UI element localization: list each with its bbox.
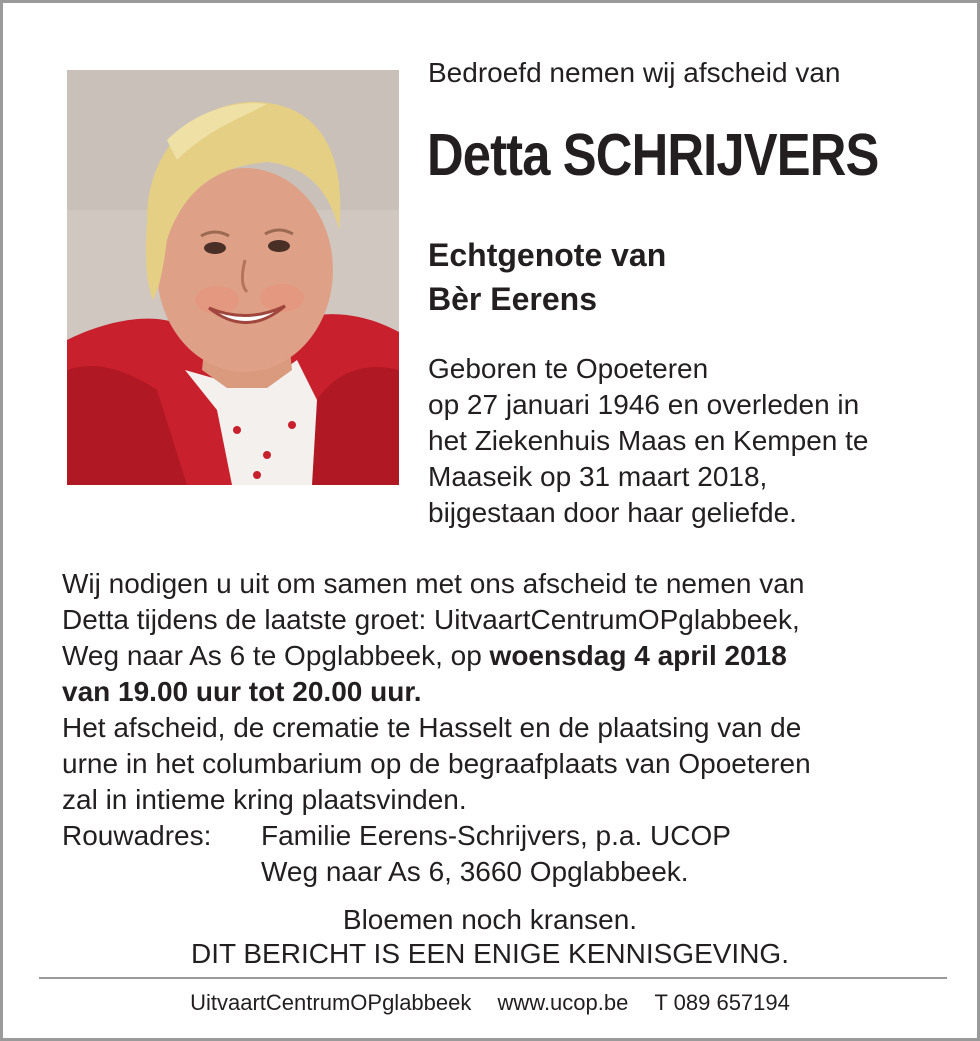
footer-website: www.ucop.be <box>497 990 629 1015</box>
invitation-text <box>62 566 811 890</box>
invitation-line: Het afscheid, de crematie te Hasselt en de plaatsing van de <box>62 712 802 743</box>
deceased-name: Detta SCHRIJVERS <box>427 122 879 188</box>
invitation-venue: Weg naar As 6 te Opglabbeek, op <box>62 640 490 671</box>
invitation-line <box>62 638 811 674</box>
address-label-spacer <box>62 854 261 890</box>
spouse-name: Bèr Eerens <box>428 281 597 317</box>
birth-line: Maaseik op 31 maart 2018, <box>428 461 768 492</box>
address-row <box>62 818 811 854</box>
birth-line: het Ziekenhuis Maas en Kempen te <box>428 425 869 456</box>
invitation-line: Detta tijdens de laatste groet: UitvaartCentrumOPglabbeek, <box>62 604 800 635</box>
address-line: Weg naar As 6, 3660 Opglabbeek. <box>261 856 689 887</box>
closing-text <box>3 903 977 971</box>
address-line: Familie Eerens-Schrijvers, p.a. UCOP <box>261 820 731 851</box>
ceremony-time: van 19.00 uur tot 20.00 uur. <box>62 676 422 707</box>
invitation-line: urne in het columbarium op de begraafplaats van Opoeteren <box>62 748 811 779</box>
birth-details <box>428 351 868 531</box>
birth-line: bijgestaan door haar geliefde. <box>428 497 797 528</box>
ceremony-date: woensdag 4 april 2018 <box>489 640 787 671</box>
birth-line: op 27 januari 1946 en overleden in <box>428 389 860 420</box>
closing-line: Bloemen noch kransen. <box>342 904 638 935</box>
portrait-photo <box>67 70 399 485</box>
birth-line: Geboren te Opoeteren <box>428 353 709 384</box>
spouse-line: Echtgenote van <box>428 237 667 273</box>
footer-phone: T 089 657194 <box>654 990 790 1015</box>
divider <box>39 977 947 979</box>
invitation-line <box>62 674 811 710</box>
intro-text: Bedroefd nemen wij afscheid van <box>428 57 841 88</box>
footer-company: UitvaartCentrumOPglabbeek <box>190 990 472 1015</box>
address-label: Rouwadres: <box>62 820 212 851</box>
invitation-line: zal in intieme kring plaatsvinden. <box>62 784 467 815</box>
invitation-line: Wij nodigen u uit om samen met ons afscheid te nemen van <box>62 568 805 599</box>
address-row <box>62 854 811 890</box>
closing-line: DIT BERICHT IS EEN ENIGE KENNISGEVING. <box>191 938 789 969</box>
portrait-illustration <box>67 70 399 485</box>
spouse-block <box>428 233 666 321</box>
footer <box>3 990 977 1016</box>
